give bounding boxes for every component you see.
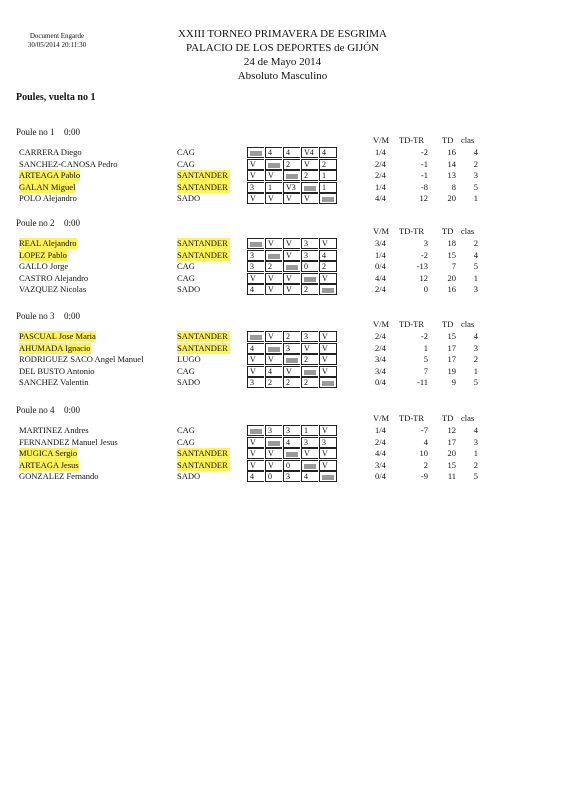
classification: 1 (473, 272, 478, 283)
club-name: SANTANDER (177, 459, 228, 470)
self-bout-cell (265, 250, 282, 261)
bout-score-cell: V (247, 460, 264, 471)
poule-time: 0:00 (64, 218, 81, 228)
bout-score-cell: 2 (319, 261, 337, 272)
bout-score-cell: V (265, 284, 282, 295)
touches-difference: 1 (423, 342, 428, 353)
bout-score-cell: V (319, 448, 337, 459)
fencer-name: SANCHEZ-CANOSA Pedro (19, 158, 118, 169)
poule-title: Poule no 2 (16, 218, 55, 228)
classification: 5 (473, 181, 478, 192)
victories-matches: 1/4 (375, 425, 386, 435)
col-header-tdtr: TD-TR (399, 319, 425, 329)
club-name: SANTANDER (177, 181, 228, 192)
club-name: CAG (177, 436, 195, 447)
bout-score-cell: 2 (265, 377, 282, 388)
touches-given: 14 (447, 158, 456, 169)
bout-score-cell: 3 (301, 238, 318, 249)
touches-given: 11 (447, 471, 456, 482)
col-header-td: TD (442, 413, 454, 423)
bout-score-cell: 3 (301, 331, 318, 342)
bout-score-cell: V (283, 273, 300, 284)
classification: 3 (473, 342, 478, 353)
bout-score-cell: V (265, 448, 282, 459)
bout-score-cell: V (247, 437, 264, 448)
victories-matches: 2/4 (375, 342, 386, 353)
victories-matches: 1/4 (375, 249, 386, 260)
classification: 3 (473, 436, 478, 447)
bout-score-cell: 2 (283, 159, 300, 170)
bout-score-cell: 2 (301, 284, 318, 295)
bout-score-cell: 4 (301, 471, 318, 482)
table-row (0, 193, 565, 204)
bout-score-cell: 3 (319, 437, 337, 448)
bout-score-cell: 4 (247, 471, 264, 482)
venue-title: PALACIO DE LOS DEPORTES de GIJÓN (186, 42, 379, 54)
touches-difference: 0 (423, 284, 428, 295)
bout-score-cell: V3 (283, 182, 300, 193)
classification: 2 (473, 158, 478, 169)
self-bout-cell (319, 284, 337, 295)
touches-difference: -13 (416, 261, 428, 272)
col-header-vm: V/M (373, 413, 390, 423)
bout-score-cell: V (247, 448, 264, 459)
poule-title: Poule no 1 (16, 127, 55, 137)
fencer-name: RODRIGUEZ SACO Angel Manuel (19, 354, 144, 365)
self-bout-cell (247, 147, 264, 158)
col-header-td: TD (442, 319, 454, 329)
fencer-name: LOPEZ Pablo (19, 249, 67, 260)
fencer-name: AHUMADA Ignacio (19, 342, 91, 353)
generator-label: Document Engarde (29, 32, 85, 40)
classification: 1 (473, 448, 478, 459)
bout-score-cell: V (265, 273, 282, 284)
victories-matches: 3/4 (375, 238, 386, 248)
touches-given: 12 (447, 425, 456, 435)
victories-matches: 3/4 (375, 459, 386, 470)
poule-title: Poule no 3 (16, 311, 55, 321)
touches-difference: -2 (420, 249, 428, 260)
fencer-name: POLO Alejandro (19, 193, 77, 204)
table-row (0, 284, 565, 295)
self-bout-cell (319, 377, 337, 388)
bout-score-cell: 1 (301, 425, 318, 436)
bout-score-cell: V (247, 159, 264, 170)
bout-score-cell: V (301, 159, 318, 170)
bout-score-cell: 3 (247, 377, 264, 388)
touches-given: 20 (447, 272, 456, 283)
touches-given: 15 (447, 459, 456, 470)
bout-score-cell: V (319, 354, 337, 365)
classification: 5 (473, 471, 478, 482)
bout-score-cell: V (283, 238, 300, 249)
bout-score-cell: V (265, 193, 282, 204)
self-bout-cell (265, 159, 282, 170)
fencer-name: GALAN Miguel (19, 181, 76, 192)
col-header-clas: clas (461, 319, 475, 329)
bout-score-cell: V (265, 354, 282, 365)
classification: 2 (473, 459, 478, 470)
fencer-name: REAL Alejandro (19, 238, 77, 248)
col-header-tdtr: TD-TR (399, 135, 425, 145)
club-name: CAG (177, 272, 195, 283)
classification: 5 (473, 261, 478, 272)
bout-score-cell: 4 (319, 250, 337, 261)
club-name: SANTANDER (177, 331, 228, 341)
touches-given: 19 (447, 365, 456, 376)
victories-matches: 4/4 (375, 272, 386, 283)
bout-score-cell: 3 (283, 471, 300, 482)
table-row (0, 448, 565, 459)
classification: 4 (473, 147, 478, 157)
bout-score-cell: V (301, 193, 318, 204)
fencer-name: CASTRO Alejandro (19, 272, 89, 283)
touches-given: 15 (447, 331, 456, 341)
table-row (0, 377, 565, 388)
fencer-name: ARTEAGA Jesus (19, 459, 79, 470)
self-bout-cell (319, 193, 337, 204)
touches-given: 17 (447, 354, 456, 365)
victories-matches: 2/4 (375, 170, 386, 181)
club-name: CAG (177, 147, 195, 157)
bout-score-cell: 4 (265, 366, 282, 377)
self-bout-cell (265, 343, 282, 354)
fencer-name: MARTINEZ Andres (19, 425, 89, 435)
touches-given: 17 (447, 436, 456, 447)
bout-score-cell: 3 (247, 182, 264, 193)
victories-matches: 4/4 (375, 448, 386, 459)
victories-matches: 2/4 (375, 436, 386, 447)
table-row (0, 273, 565, 284)
table-row (0, 250, 565, 261)
fencer-name: VAZQUEZ Nicolas (19, 284, 87, 295)
self-bout-cell (301, 273, 318, 284)
club-name: SADO (177, 193, 201, 204)
bout-score-cell: V (247, 354, 264, 365)
self-bout-cell (319, 471, 337, 482)
touches-given: 16 (447, 147, 456, 157)
bout-score-cell: 3 (301, 250, 318, 261)
victories-matches: 2/4 (375, 158, 386, 169)
touches-difference: -1 (420, 170, 428, 181)
touches-difference: 7 (423, 365, 428, 376)
self-bout-cell (283, 354, 300, 365)
date-title: 24 de Mayo 2014 (243, 56, 322, 68)
touches-difference: -8 (420, 181, 428, 192)
club-name: SANTANDER (177, 249, 228, 260)
bout-score-cell: V (265, 238, 282, 249)
self-bout-cell (247, 425, 264, 436)
bout-score-cell: 2 (283, 377, 300, 388)
col-header-clas: clas (461, 135, 475, 145)
touches-difference: 10 (419, 448, 428, 459)
touches-difference: 12 (419, 193, 428, 204)
fencer-name: ARTEAGA Pablo (19, 170, 81, 181)
self-bout-cell (265, 437, 282, 448)
touches-given: 15 (447, 249, 456, 260)
club-name: SANTANDER (177, 342, 228, 353)
bout-score-cell: 1 (265, 182, 282, 193)
self-bout-cell (283, 448, 300, 459)
touches-difference: 12 (419, 272, 428, 283)
bout-score-cell: V (247, 366, 264, 377)
touches-given: 20 (447, 448, 456, 459)
table-row (0, 437, 565, 448)
bout-score-cell: 4 (247, 343, 264, 354)
touches-given: 9 (451, 377, 456, 388)
self-bout-cell (301, 182, 318, 193)
fencer-name: GALLO Jorge (19, 261, 69, 272)
touches-difference: 2 (423, 459, 428, 470)
classification: 1 (473, 193, 478, 204)
fencer-name: CARRERA Diego (19, 147, 82, 157)
club-name: SADO (177, 377, 201, 388)
col-header-clas: clas (461, 226, 475, 236)
tournament-title: XXIII TORNEO PRIMAVERA DE ESGRIMA (177, 28, 388, 40)
club-name: CAG (177, 158, 195, 169)
fencer-name: GONZALEZ Fernando (19, 471, 99, 482)
touches-difference: 4 (423, 436, 428, 447)
bout-score-cell: 2 (319, 159, 337, 170)
bout-score-cell: V (265, 460, 282, 471)
bout-score-cell: 0 (283, 460, 300, 471)
col-header-vm: V/M (373, 319, 390, 329)
fencer-name: SANCHEZ Valentin (19, 377, 89, 388)
bout-score-cell: V (319, 460, 337, 471)
touches-difference: -9 (420, 471, 428, 482)
bout-score-cell: 4 (265, 147, 282, 158)
fencer-name: FERNANDEZ Manuel Jesus (19, 436, 118, 447)
victories-matches: 1/4 (375, 147, 386, 157)
table-row (0, 471, 565, 482)
classification: 4 (473, 331, 478, 341)
self-bout-cell (283, 261, 300, 272)
club-name: CAG (177, 261, 195, 272)
bout-score-cell: 1 (319, 182, 337, 193)
col-header-tdtr: TD-TR (399, 226, 425, 236)
bout-score-cell: 2 (301, 354, 318, 365)
touches-difference: -7 (420, 425, 428, 435)
victories-matches: 0/4 (375, 261, 386, 272)
victories-matches: 0/4 (375, 377, 386, 388)
col-header-td: TD (442, 226, 454, 236)
bout-score-cell: V (319, 238, 337, 249)
classification: 1 (473, 365, 478, 376)
bout-score-cell: V4 (301, 147, 318, 158)
table-row (0, 366, 565, 377)
fencer-name: DEL BUSTO Antonio (19, 365, 95, 376)
bout-score-cell: 1 (319, 170, 337, 181)
table-row (0, 343, 565, 354)
touches-given: 16 (447, 284, 456, 295)
bout-score-cell: V (265, 170, 282, 181)
bout-score-cell: 2 (283, 331, 300, 342)
club-name: SANTANDER (177, 448, 228, 459)
bout-score-cell: 3 (247, 261, 264, 272)
victories-matches: 2/4 (375, 284, 386, 295)
table-row (0, 147, 565, 158)
bout-score-cell: 2 (265, 261, 282, 272)
bout-score-cell: V (247, 273, 264, 284)
club-name: SADO (177, 284, 201, 295)
bout-score-cell: V (319, 331, 337, 342)
classification: 2 (473, 238, 478, 248)
print-timestamp: 30/05/2014 20:11:30 (27, 41, 87, 49)
poule-time: 0:00 (64, 311, 81, 321)
bout-score-cell: 4 (247, 284, 264, 295)
table-row (0, 170, 565, 181)
touches-difference: 5 (423, 354, 428, 365)
bout-score-cell: 2 (301, 377, 318, 388)
victories-matches: 0/4 (375, 471, 386, 482)
classification: 5 (473, 377, 478, 388)
touches-given: 13 (447, 170, 456, 181)
bout-score-cell: 0 (265, 471, 282, 482)
bout-score-cell: 4 (283, 147, 300, 158)
table-row (0, 460, 565, 471)
classification: 3 (473, 170, 478, 181)
table-row (0, 261, 565, 272)
poule-time: 0:00 (64, 127, 81, 137)
fencer-name: PASCUAL Jose Maria (19, 331, 96, 341)
victories-matches: 3/4 (375, 354, 386, 365)
self-bout-cell (247, 238, 264, 249)
bout-score-cell: 4 (319, 147, 337, 158)
victories-matches: 2/4 (375, 331, 386, 341)
touches-given: 8 (451, 181, 456, 192)
touches-difference: -2 (420, 331, 428, 341)
victories-matches: 4/4 (375, 193, 386, 204)
bout-score-cell: 4 (283, 437, 300, 448)
club-name: SADO (177, 471, 201, 482)
classification: 4 (473, 249, 478, 260)
bout-score-cell: V (247, 193, 264, 204)
self-bout-cell (301, 366, 318, 377)
bout-score-cell: 3 (283, 425, 300, 436)
bout-score-cell: V (247, 170, 264, 181)
section-title: Poules, vuelta no 1 (16, 92, 96, 103)
table-row (0, 425, 565, 436)
self-bout-cell (247, 331, 264, 342)
bout-score-cell: V (319, 343, 337, 354)
club-name: CAG (177, 365, 195, 376)
table-row (0, 238, 565, 249)
fencer-name: MUGICA Sergio (19, 448, 78, 459)
bout-score-cell: 3 (247, 250, 264, 261)
touches-given: 7 (451, 261, 456, 272)
club-name: SANTANDER (177, 238, 228, 248)
victories-matches: 1/4 (375, 181, 386, 192)
bout-score-cell: V (283, 250, 300, 261)
table-row (0, 331, 565, 342)
bout-score-cell: V (265, 331, 282, 342)
col-header-td: TD (442, 135, 454, 145)
bout-score-cell: 2 (301, 170, 318, 181)
bout-score-cell: V (319, 273, 337, 284)
bout-score-cell: V (283, 284, 300, 295)
touches-given: 17 (447, 342, 456, 353)
bout-score-cell: V (301, 343, 318, 354)
poule-time: 0:00 (64, 405, 81, 415)
col-header-tdtr: TD-TR (399, 413, 425, 423)
club-name: LUGO (177, 354, 201, 365)
bout-score-cell: 0 (301, 261, 318, 272)
table-row (0, 182, 565, 193)
touches-difference: -1 (420, 158, 428, 169)
bout-score-cell: V (283, 366, 300, 377)
bout-score-cell: 3 (283, 343, 300, 354)
touches-difference: -2 (420, 147, 428, 157)
table-row (0, 354, 565, 365)
touches-difference: -11 (416, 377, 428, 388)
self-bout-cell (301, 460, 318, 471)
bout-score-cell: V (283, 193, 300, 204)
club-name: SANTANDER (177, 170, 228, 181)
bout-score-cell: V (301, 448, 318, 459)
club-name: CAG (177, 425, 195, 435)
classification: 4 (473, 425, 478, 435)
touches-given: 18 (447, 238, 456, 248)
classification: 2 (473, 354, 478, 365)
poule-title: Poule no 4 (16, 405, 55, 415)
bout-score-cell: 3 (265, 425, 282, 436)
table-row (0, 159, 565, 170)
bout-score-cell: V (319, 366, 337, 377)
victories-matches: 3/4 (375, 365, 386, 376)
col-header-vm: V/M (373, 226, 390, 236)
bout-score-cell: 3 (301, 437, 318, 448)
touches-difference: 3 (423, 238, 428, 248)
self-bout-cell (283, 170, 300, 181)
bout-score-cell: V (319, 425, 337, 436)
col-header-vm: V/M (373, 135, 390, 145)
col-header-clas: clas (461, 413, 475, 423)
touches-given: 20 (447, 193, 456, 204)
category-title: Absoluto Masculino (237, 70, 328, 82)
classification: 3 (473, 284, 478, 295)
